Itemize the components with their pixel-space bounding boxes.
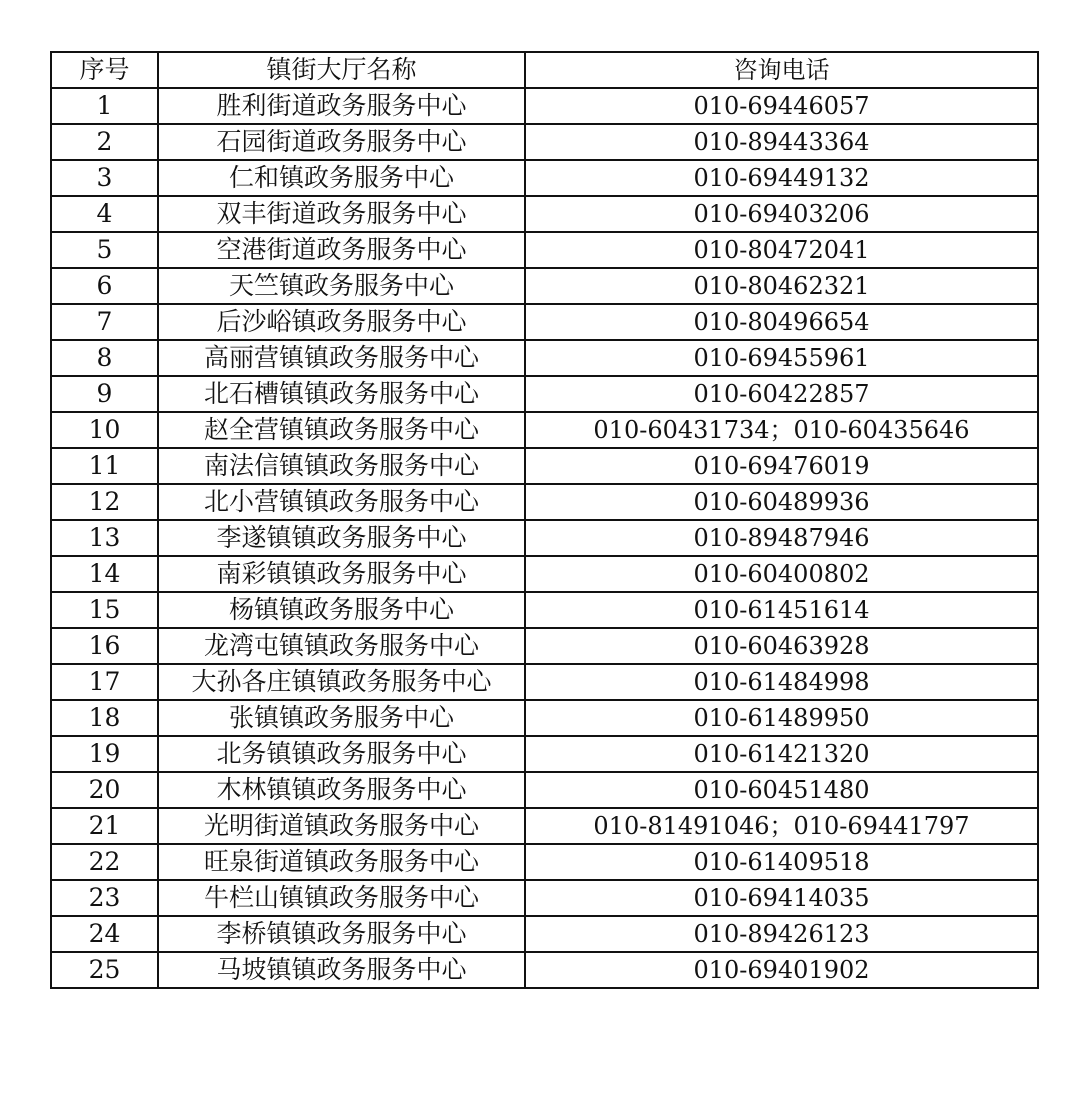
row-phone-cell: 010-60400802 [525,556,1038,592]
table-row [51,196,1038,232]
table-row [51,268,1038,304]
table-row [51,232,1038,268]
row-index-cell: 11 [51,448,158,484]
table-row [51,628,1038,664]
row-index-cell: 4 [51,196,158,232]
row-name-cell: 李遂镇镇政务服务中心 [158,520,525,556]
table-row [51,952,1038,988]
service-center-table-container [50,51,1037,989]
row-phone-cell: 010-89443364 [525,124,1038,160]
row-name-cell: 北石槽镇镇政务服务中心 [158,376,525,412]
row-index-cell: 9 [51,376,158,412]
row-index-cell: 5 [51,232,158,268]
row-phone-cell: 010-69401902 [525,952,1038,988]
table-row [51,304,1038,340]
row-index-cell: 14 [51,556,158,592]
row-index-cell: 8 [51,340,158,376]
table-row [51,844,1038,880]
row-phone-cell: 010-60489936 [525,484,1038,520]
row-index-cell: 6 [51,268,158,304]
row-index-cell: 10 [51,412,158,448]
table-row [51,772,1038,808]
row-phone-cell: 010-80462321 [525,268,1038,304]
row-phone-cell: 010-69476019 [525,448,1038,484]
header-row [51,52,1038,88]
row-phone-cell: 010-81491046；010-69441797 [525,808,1038,844]
row-name-cell: 杨镇镇政务服务中心 [158,592,525,628]
row-phone-cell: 010-69449132 [525,160,1038,196]
row-phone-cell: 010-61421320 [525,736,1038,772]
row-phone-cell: 010-89426123 [525,916,1038,952]
row-phone-cell: 010-61409518 [525,844,1038,880]
table-row [51,916,1038,952]
table-body [51,88,1038,988]
row-name-cell: 旺泉街道镇政务服务中心 [158,844,525,880]
row-phone-cell: 010-69455961 [525,340,1038,376]
row-name-cell: 胜利街道政务服务中心 [158,88,525,124]
table-row [51,556,1038,592]
row-phone-cell: 010-69446057 [525,88,1038,124]
table-row [51,124,1038,160]
row-name-cell: 张镇镇政务服务中心 [158,700,525,736]
row-index-cell: 13 [51,520,158,556]
row-name-cell: 赵全营镇镇政务服务中心 [158,412,525,448]
row-index-cell: 24 [51,916,158,952]
row-index-cell: 19 [51,736,158,772]
table-row [51,340,1038,376]
table-row [51,736,1038,772]
row-name-cell: 牛栏山镇镇政务服务中心 [158,880,525,916]
row-name-cell: 高丽营镇镇政务服务中心 [158,340,525,376]
row-name-cell: 北小营镇镇政务服务中心 [158,484,525,520]
row-index-cell: 16 [51,628,158,664]
table-header [51,52,1038,88]
row-name-cell: 木林镇镇政务服务中心 [158,772,525,808]
row-phone-cell: 010-89487946 [525,520,1038,556]
row-index-cell: 1 [51,88,158,124]
header-phone: 咨询电话 [525,52,1038,88]
row-name-cell: 后沙峪镇政务服务中心 [158,304,525,340]
table-row [51,808,1038,844]
row-name-cell: 大孙各庄镇镇政务服务中心 [158,664,525,700]
table-row [51,880,1038,916]
row-index-cell: 21 [51,808,158,844]
row-name-cell: 南法信镇镇政务服务中心 [158,448,525,484]
row-index-cell: 25 [51,952,158,988]
row-name-cell: 石园街道政务服务中心 [158,124,525,160]
row-name-cell: 仁和镇政务服务中心 [158,160,525,196]
row-index-cell: 18 [51,700,158,736]
table-row [51,592,1038,628]
row-name-cell: 马坡镇镇政务服务中心 [158,952,525,988]
table-row [51,700,1038,736]
table-row [51,160,1038,196]
row-phone-cell: 010-69403206 [525,196,1038,232]
row-phone-cell: 010-80496654 [525,304,1038,340]
table-row [51,520,1038,556]
table-row [51,664,1038,700]
row-name-cell: 李桥镇镇政务服务中心 [158,916,525,952]
row-phone-cell: 010-60451480 [525,772,1038,808]
row-name-cell: 南彩镇镇政务服务中心 [158,556,525,592]
row-index-cell: 15 [51,592,158,628]
row-name-cell: 龙湾屯镇镇政务服务中心 [158,628,525,664]
service-center-table [50,51,1039,989]
row-index-cell: 23 [51,880,158,916]
row-index-cell: 2 [51,124,158,160]
row-name-cell: 北务镇镇政务服务中心 [158,736,525,772]
row-phone-cell: 010-61451614 [525,592,1038,628]
row-index-cell: 3 [51,160,158,196]
header-index: 序号 [51,52,158,88]
row-index-cell: 22 [51,844,158,880]
row-phone-cell: 010-69414035 [525,880,1038,916]
row-name-cell: 天竺镇政务服务中心 [158,268,525,304]
row-phone-cell: 010-60422857 [525,376,1038,412]
row-phone-cell: 010-60463928 [525,628,1038,664]
table-row [51,412,1038,448]
row-index-cell: 17 [51,664,158,700]
row-phone-cell: 010-80472041 [525,232,1038,268]
row-name-cell: 双丰街道政务服务中心 [158,196,525,232]
table-row [51,448,1038,484]
table-row [51,484,1038,520]
table-row [51,88,1038,124]
row-phone-cell: 010-61484998 [525,664,1038,700]
row-phone-cell: 010-61489950 [525,700,1038,736]
row-name-cell: 光明街道镇政务服务中心 [158,808,525,844]
row-index-cell: 20 [51,772,158,808]
row-index-cell: 12 [51,484,158,520]
row-name-cell: 空港街道政务服务中心 [158,232,525,268]
row-index-cell: 7 [51,304,158,340]
table-row [51,376,1038,412]
row-phone-cell: 010-60431734；010-60435646 [525,412,1038,448]
header-name: 镇街大厅名称 [158,52,525,88]
